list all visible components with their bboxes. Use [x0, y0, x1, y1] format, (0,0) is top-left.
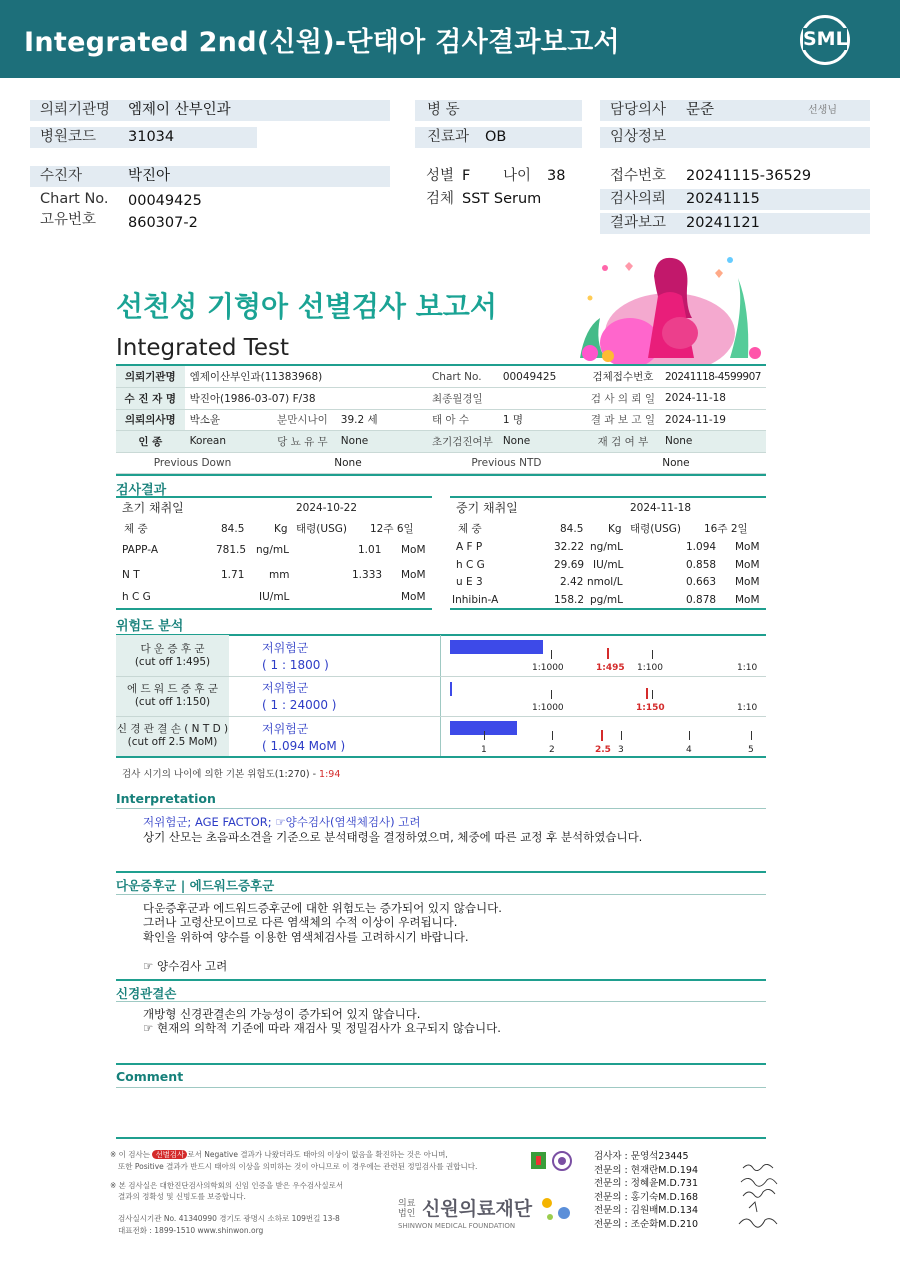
table-row: Inhibin-A 158.2 pg/mL 0.878 MoM — [452, 594, 760, 606]
foundation-logo — [540, 1195, 572, 1225]
info-doctor: 담당의사 문준 선생님 — [600, 100, 870, 121]
signers-list: 검사자 : 문영석23445 전문의 : 현재란M.D.194 전문의 : 정혜윤M.D.731 전문의 : 홍기숙M.D.168 전문의 : 김원배M.D.134 전문의 : 조순화M.D.210 — [594, 1151, 698, 1230]
info-hospital-code: 병원코드 31034 — [30, 127, 257, 148]
report-title: 선천성 기형아 선별검사 보고서 — [116, 290, 497, 323]
axis-label: 2 — [549, 745, 555, 755]
first-weight-row: 체 중 84.5 Kg 태령(USG) 12주 6일 — [124, 523, 414, 535]
second-bottom-rule — [450, 608, 766, 610]
info-institution: 의뢰기관명 엠제이 산부인과 — [30, 100, 390, 121]
results-heading: 검사결과 — [116, 483, 167, 498]
table-cell: 00049425 — [498, 366, 586, 388]
risk-divider — [440, 635, 441, 757]
risk-ntd-result: 저위험군 ( 1.094 MoM ) — [262, 722, 346, 753]
info-specimen-label: 검체 — [426, 191, 455, 207]
axis-label: 1:1000 — [532, 663, 564, 673]
handwritten-signatures — [735, 1158, 785, 1238]
footer-note-2b: 결과의 정확성 및 신빙도를 보증합니다. — [118, 1192, 246, 1201]
table-row: N T 1.71 mm 1.333 MoM — [122, 569, 426, 581]
table-cell: 엠제이산부인과(11383968) — [185, 366, 427, 388]
second-weight-row: 체 중 84.5 Kg 태령(USG) 16주 2일 — [458, 523, 748, 535]
info-age: 38 — [547, 168, 566, 184]
table-cell: 의뢰의사명 — [116, 409, 185, 431]
ntd-line-1: 개방형 신경관결손의 가능성이 증가되어 있지 않습니다. — [143, 1007, 421, 1021]
table-row: h C G 29.69 IU/mL 0.858 MoM — [456, 559, 760, 571]
table-cell: None — [586, 452, 766, 474]
footer-note-1b: 또한 Positive 결과가 반드시 태아의 이상을 의미하는 것이 아니므로 이 경우에는 관련된 정밀검사를 권합니다. — [118, 1162, 478, 1171]
edwards-risk-bar — [450, 682, 452, 696]
rule — [116, 1087, 766, 1088]
foundation-english: SHINWON MEDICAL FOUNDATION — [398, 1222, 516, 1230]
info-sex: F — [462, 168, 471, 184]
info-chart: 00049425 — [128, 193, 202, 209]
risk-row-divider — [116, 716, 766, 717]
report-header — [0, 0, 900, 78]
risk-heading: 위험도 분석 — [116, 619, 184, 634]
base-risk-line: 검사 시기의 나이에 의한 기본 위험도(1:270) - 1:94 — [122, 769, 341, 780]
table-cell: 박소윤 — [185, 409, 269, 431]
foundation-name: 신원의료재단 — [422, 1198, 533, 1220]
comment-heading: Comment — [116, 1069, 184, 1084]
info-chart-label: Chart No. — [40, 191, 109, 207]
table-cell: Previous NTD — [427, 452, 586, 474]
axis-tick — [751, 731, 752, 740]
axis-tick — [551, 650, 552, 659]
table-row: u E 3 2.42 nmol/L 0.663 MoM — [456, 576, 760, 588]
down-heading: 다운증후군 | 에드워드증후군 — [116, 878, 275, 893]
info-recv-label: 접수번호 — [610, 168, 667, 184]
axis-label: 1:1000 — [532, 703, 564, 713]
axis-label: 3 — [618, 745, 624, 755]
info-result: 결과보고 20241121 — [600, 213, 870, 234]
down-line-3: 확인을 위하여 양수를 이용한 염색체검사를 고려하시기 바랍니다. — [143, 930, 469, 944]
interpretation-line-2: 상기 산모는 초음파소견을 기준으로 분석태령을 결정하였으며, 체중에 따른 교정 후 분석하였습니다. — [143, 830, 643, 844]
table-cell: 박진아(1986-03-07) F/38 — [185, 388, 427, 410]
table-cell: 재 검 여 부 — [586, 431, 660, 453]
rule — [116, 979, 766, 981]
axis-label: 1:10 — [737, 703, 758, 713]
down-line-4: ☞ 양수검사 고려 — [143, 959, 228, 973]
table-cell: 수 진 자 명 — [116, 388, 185, 410]
table-row — [116, 388, 766, 410]
axis-label: 2.5 — [595, 745, 611, 755]
footer-address: 검사실시기관 No. 41340990 경기도 광명시 소하로 109번길 13-8 — [118, 1214, 340, 1223]
table-row — [116, 431, 766, 453]
certification-icons — [530, 1150, 574, 1172]
table-cell: 검체접수번호 — [586, 366, 660, 388]
axis-tick — [652, 690, 653, 699]
axis-label: 1:495 — [596, 663, 625, 673]
table-bottom-rule — [116, 474, 766, 476]
rule — [116, 1001, 766, 1002]
table-cell: 의뢰기관명 — [116, 366, 185, 388]
table-cell: None — [498, 431, 586, 453]
axis-label: 1 — [481, 745, 487, 755]
report-header-title: Integrated 2nd(신원)-단태아 검사결과보고서 — [24, 27, 620, 58]
info-recv: 20241115-36529 — [686, 168, 812, 184]
axis-tick — [551, 690, 552, 699]
risk-row-divider — [116, 676, 766, 677]
table-cell: 분만시나이 — [269, 409, 336, 431]
interpretation-heading: Interpretation — [116, 791, 216, 806]
info-ward: 병 동 — [415, 100, 582, 121]
axis-tick — [652, 650, 653, 659]
axis-tick — [621, 731, 622, 740]
table-row — [116, 409, 766, 431]
table-cell: 1 명 — [498, 409, 586, 431]
axis-label: 5 — [748, 745, 754, 755]
risk-edwards-result: 저위험군 ( 1 : 24000 ) — [262, 681, 337, 712]
axis-label: 1:100 — [637, 663, 663, 673]
foundation-prefix: 의료 법인 — [398, 1199, 416, 1219]
table-cell: Chart No. — [427, 366, 498, 388]
table-cell: 당 뇨 유 무 — [269, 431, 336, 453]
rule — [116, 808, 766, 809]
info-patient: 수진자 박진아 — [30, 166, 390, 187]
table-cell: None — [269, 452, 427, 474]
risk-down-name: 다 운 증 후 군 (cut off 1:495) — [134, 643, 211, 668]
table-cell: 최종월경일 — [427, 388, 498, 410]
table-cell: Previous Down — [116, 452, 269, 474]
info-clinical: 임상정보 — [600, 127, 870, 148]
table-cell: None — [660, 431, 766, 453]
footer-tel: 대표전화 : 1899-1510 www.shinwon.org — [118, 1226, 264, 1235]
table-cell: 2024-11-19 — [660, 409, 766, 431]
info-sex-label: 성별 — [426, 168, 455, 184]
table-cell: None — [336, 431, 427, 453]
table-cell — [498, 388, 586, 410]
table-cell: 20241118-4599907 — [660, 366, 766, 388]
table-cell: 초기검진여부 — [427, 431, 498, 453]
table-cell: Korean — [185, 431, 269, 453]
table-row: PAPP-A 781.5 ng/mL 1.01 MoM — [122, 544, 426, 556]
info-request: 검사의뢰 20241115 — [600, 189, 870, 210]
axis-label: 1:10 — [737, 663, 758, 673]
table-row: h C G IU/mL MoM — [122, 591, 426, 603]
risk-ntd-name: 신 경 관 결 손 ( N T D ) (cut off 2.5 MoM) — [116, 723, 229, 748]
table-cell: 인 종 — [116, 431, 185, 453]
interpretation-line-1: 저위험군; AGE FACTOR; ☞양수검사(염색체검사) 고려 — [143, 815, 421, 829]
first-bottom-rule — [116, 608, 432, 610]
rule — [116, 1063, 766, 1065]
sml-logo-text: SML — [803, 28, 848, 50]
pregnant-woman-illustration — [570, 248, 770, 366]
info-department: 진료과 OB — [415, 127, 582, 148]
axis-tick — [552, 731, 553, 740]
table-cell: 39.2 세 — [336, 409, 427, 431]
table-cell: 2024-11-18 — [660, 388, 766, 410]
ntd-cutoff-marker — [601, 730, 603, 741]
info-age-label: 나이 — [503, 168, 532, 184]
down-line-2: 그러나 고령산모이므로 다른 염색체의 수적 이상이 우려됩니다. — [143, 915, 458, 929]
edwards-cutoff-marker — [646, 688, 648, 699]
down-cutoff-marker — [607, 648, 609, 659]
footer-note-2: ※ 본 검사실은 대한진단검사의학회의 신임 인증을 받은 우수검사실로서 — [110, 1181, 344, 1190]
table-row — [116, 366, 766, 388]
rule — [116, 894, 766, 895]
down-line-1: 다운증후군과 에드워드증후군에 대한 위험도는 증가되어 있지 않습니다. — [143, 901, 502, 915]
ntd-heading: 신경관결손 — [116, 986, 177, 1001]
axis-label: 4 — [686, 745, 692, 755]
footer-rule — [116, 1137, 766, 1139]
table-row: A F P 32.22 ng/mL 1.094 MoM — [456, 541, 760, 553]
info-specimen: SST Serum — [462, 191, 542, 207]
axis-tick — [484, 731, 485, 740]
patient-info-table — [116, 366, 766, 474]
footer-note-1: ※ 이 검사는 선별검사 로서 Negative 결과가 나왔더라도 태아의 이상이 없음을 확진하는 것은 아니며, — [110, 1150, 448, 1159]
table-cell: 검 사 의 뢰 일 — [586, 388, 660, 410]
table-cell: 결 과 보 고 일 — [586, 409, 660, 431]
axis-label: 1:150 — [636, 703, 665, 713]
ntd-line-2: ☞ 현재의 의학적 기준에 따라 재검사 및 정밀검사가 요구되지 않습니다. — [143, 1021, 501, 1035]
info-uid: 860307-2 — [128, 215, 198, 231]
axis-tick — [689, 731, 690, 740]
info-uid-label: 고유번호 — [40, 212, 97, 228]
report-subtitle: Integrated Test — [116, 335, 290, 361]
risk-down-result: 저위험군 ( 1 : 1800 ) — [262, 641, 329, 672]
risk-bottom-rule — [116, 756, 766, 758]
rule — [116, 871, 766, 873]
table-cell: 태 아 수 — [427, 409, 498, 431]
table-row — [116, 452, 766, 474]
down-risk-bar — [450, 640, 543, 654]
risk-edwards-name: 에 드 워 드 증 후 군 (cut off 1:150) — [126, 683, 219, 708]
